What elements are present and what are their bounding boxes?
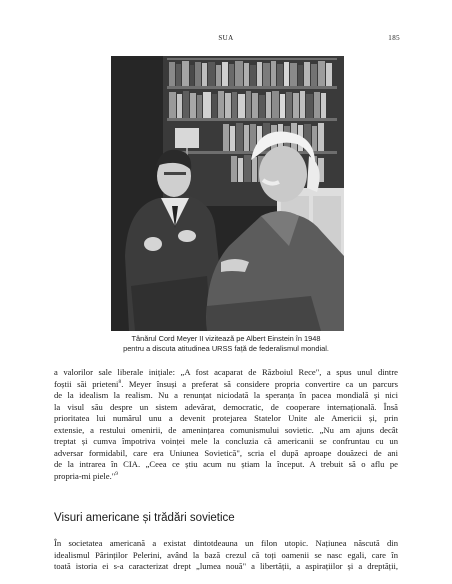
text-line: prioritatea lui numărul unu a devenit protejarea Statelor Unite ale Americii și, prin	[54, 413, 398, 424]
text-line: În societatea americană a existat dintotdeauna un filon utopic. Națiunea născută din	[54, 538, 398, 548]
text-segment: foștii săi prieteni	[54, 378, 119, 389]
figure-caption	[60, 334, 392, 354]
text-line: toată istoria ei s-a caracterizat drept „lumea nouă" a libertății, a aspirațiilor și a dreptății,	[54, 561, 398, 572]
section-heading: Visuri americane și trădări sovietice	[54, 512, 235, 524]
text-line: la visul său despre un sistem adevărat, democratic, de cooperare internațională. Însă	[54, 401, 398, 412]
page-number: 185	[388, 34, 400, 42]
body-paragraph	[54, 538, 398, 573]
text-line	[54, 379, 398, 391]
caption-line: pentru a discuta atitudinea URSS față de federalismul mondial.	[123, 344, 329, 353]
caption-line: Tânărul Cord Meyer II vizitează pe Albert Einstein în 1948	[131, 334, 321, 343]
footnote-marker: 8	[118, 378, 122, 385]
text-line: treptat și cumva împotriva voinței mele la concluzia că americanii se confruntau cu un	[54, 436, 398, 447]
text-line: idealismul Părinților Pelerini, având la bază crezul că toți oamenii se nasc egali, care în	[54, 549, 398, 560]
text-segment: propria-mi piele."	[54, 470, 116, 481]
photo-illustration	[111, 56, 344, 331]
footnote-marker: 9	[115, 471, 119, 478]
text-line: de la intrarea în CIA. „Ceea ce știu acum nu știam la început. A trebuit să o aflu pe	[54, 459, 398, 470]
text-segment: . Meyer însuși a preferat să considere propria convertire ca un parcurs	[121, 378, 398, 389]
photograph	[111, 56, 344, 331]
text-line	[54, 471, 398, 483]
running-title: SUA	[218, 34, 234, 42]
text-line: de la idealism la realism. Nu a renunțat niciodată la speranța în pacea mondială și nici	[54, 390, 398, 401]
body-paragraph	[54, 367, 398, 482]
running-head	[0, 34, 452, 46]
text-line: extensie, a restului omenirii, de amenințarea comunismului sovietic. „Nu am ajuns decât	[54, 424, 398, 435]
text-line: adversar formidabil, care era Uniunea Sovietică", scria el după aproape douăzeci de ani	[54, 447, 398, 458]
text-line: a valorilor sale liberale inițiale: „A fost acaparat de Războiul Rece", a spus unul dintre	[54, 367, 398, 377]
